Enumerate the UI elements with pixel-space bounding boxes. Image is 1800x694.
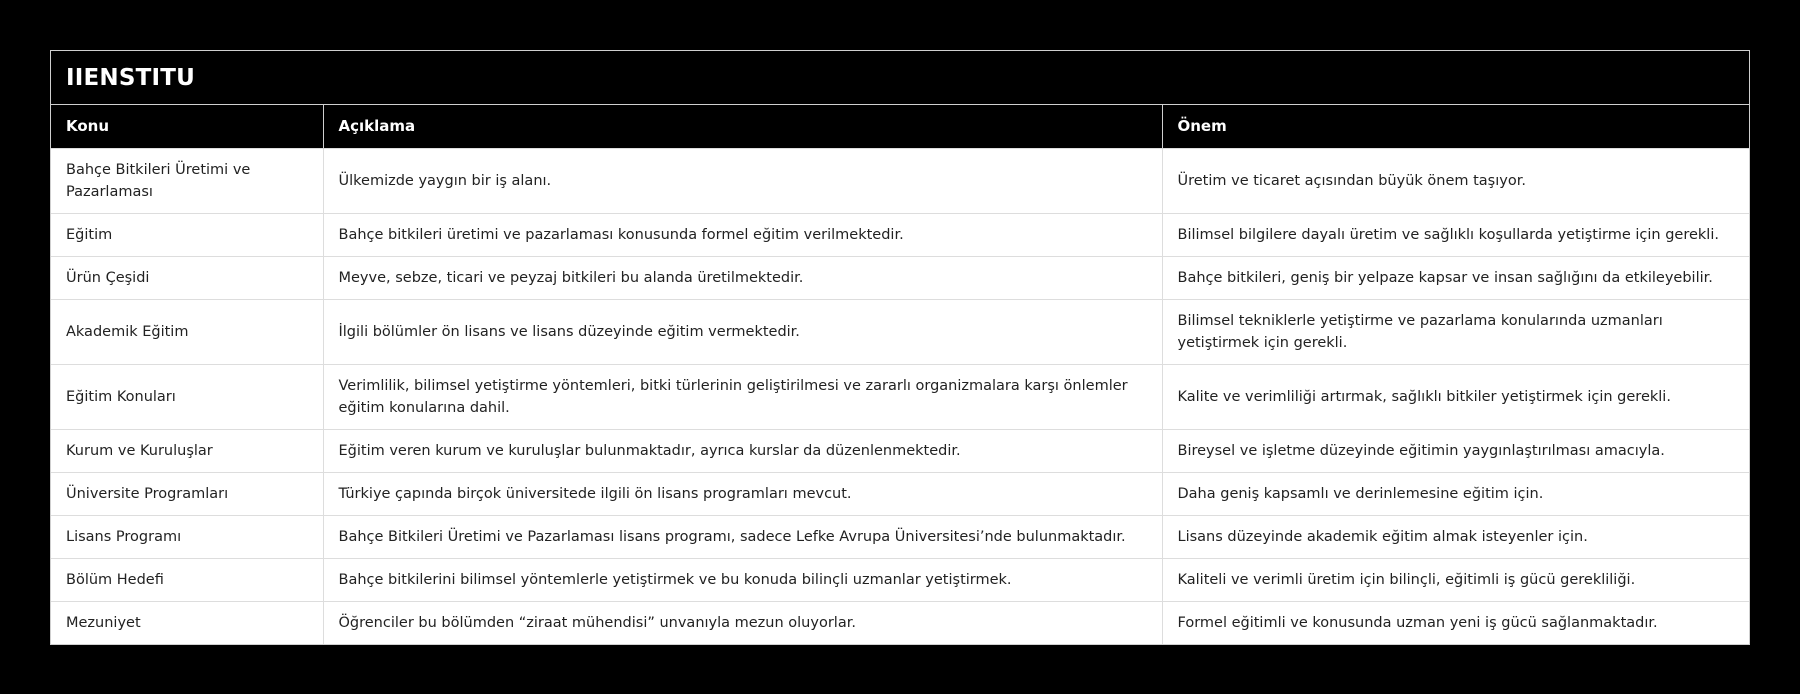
cell-aciklama: Eğitim veren kurum ve kuruluşlar bulunmaktadır, ayrıca kurslar da düzenlenmektedir. (323, 429, 1162, 472)
info-table (50, 50, 1750, 645)
cell-onem: Formel eğitimli ve konusunda uzman yeni iş gücü sağlanmaktadır. (1162, 601, 1749, 644)
cell-aciklama: Bahçe bitkilerini bilimsel yöntemlerle yetiştirmek ve bu konuda bilinçli uzmanlar yetiştirmek. (323, 558, 1162, 601)
table-row (51, 601, 1749, 644)
cell-onem: Lisans düzeyinde akademik eğitim almak isteyenler için. (1162, 515, 1749, 558)
cell-konu: Üniversite Programları (51, 472, 323, 515)
cell-aciklama: Meyve, sebze, ticari ve peyzaj bitkileri bu alanda üretilmektedir. (323, 256, 1162, 299)
cell-aciklama: Bahçe Bitkileri Üretimi ve Pazarlaması lisans programı, sadece Lefke Avrupa Üniversitesi’nde bulunmaktadır. (323, 515, 1162, 558)
cell-konu: Eğitim Konuları (51, 364, 323, 429)
cell-onem: Kaliteli ve verimli üretim için bilinçli, eğitimli iş gücü gerekliliği. (1162, 558, 1749, 601)
table-row (51, 148, 1749, 213)
table-row (51, 364, 1749, 429)
table-row (51, 299, 1749, 364)
data-table (51, 105, 1749, 644)
table-title: IIENSTITU (51, 51, 1749, 105)
cell-konu: Mezuniyet (51, 601, 323, 644)
table-row (51, 515, 1749, 558)
table-row (51, 472, 1749, 515)
cell-onem: Bahçe bitkileri, geniş bir yelpaze kapsar ve insan sağlığını da etkileyebilir. (1162, 256, 1749, 299)
header-row (51, 105, 1749, 148)
cell-aciklama: Verimlilik, bilimsel yetiştirme yöntemleri, bitki türlerinin geliştirilmesi ve zararlı organizmalara karşı önlemler eğitim konularına dahil. (323, 364, 1162, 429)
table-row (51, 213, 1749, 256)
cell-onem: Daha geniş kapsamlı ve derinlemesine eğitim için. (1162, 472, 1749, 515)
cell-konu: Ürün Çeşidi (51, 256, 323, 299)
cell-aciklama: Bahçe bitkileri üretimi ve pazarlaması konusunda formel eğitim verilmektedir. (323, 213, 1162, 256)
table-row (51, 256, 1749, 299)
cell-aciklama: Öğrenciler bu bölümden “ziraat mühendisi” unvanıyla mezun oluyorlar. (323, 601, 1162, 644)
cell-onem: Bilimsel tekniklerle yetiştirme ve pazarlama konularında uzmanları yetiştirmek için gerekli. (1162, 299, 1749, 364)
table-row (51, 429, 1749, 472)
cell-onem: Üretim ve ticaret açısından büyük önem taşıyor. (1162, 148, 1749, 213)
cell-aciklama: Ülkemizde yaygın bir iş alanı. (323, 148, 1162, 213)
table-row (51, 558, 1749, 601)
cell-konu: Eğitim (51, 213, 323, 256)
column-header-konu: Konu (51, 105, 323, 148)
cell-onem: Bilimsel bilgilere dayalı üretim ve sağlıklı koşullarda yetiştirme için gerekli. (1162, 213, 1749, 256)
cell-aciklama: Türkiye çapında birçok üniversitede ilgili ön lisans programları mevcut. (323, 472, 1162, 515)
cell-onem: Kalite ve verimliliği artırmak, sağlıklı bitkiler yetiştirmek için gerekli. (1162, 364, 1749, 429)
column-header-aciklama: Açıklama (323, 105, 1162, 148)
cell-aciklama: İlgili bölümler ön lisans ve lisans düzeyinde eğitim vermektedir. (323, 299, 1162, 364)
cell-konu: Kurum ve Kuruluşlar (51, 429, 323, 472)
cell-onem: Bireysel ve işletme düzeyinde eğitimin yaygınlaştırılması amacıyla. (1162, 429, 1749, 472)
cell-konu: Bahçe Bitkileri Üretimi ve Pazarlaması (51, 148, 323, 213)
cell-konu: Akademik Eğitim (51, 299, 323, 364)
column-header-onem: Önem (1162, 105, 1749, 148)
cell-konu: Bölüm Hedefi (51, 558, 323, 601)
cell-konu: Lisans Programı (51, 515, 323, 558)
